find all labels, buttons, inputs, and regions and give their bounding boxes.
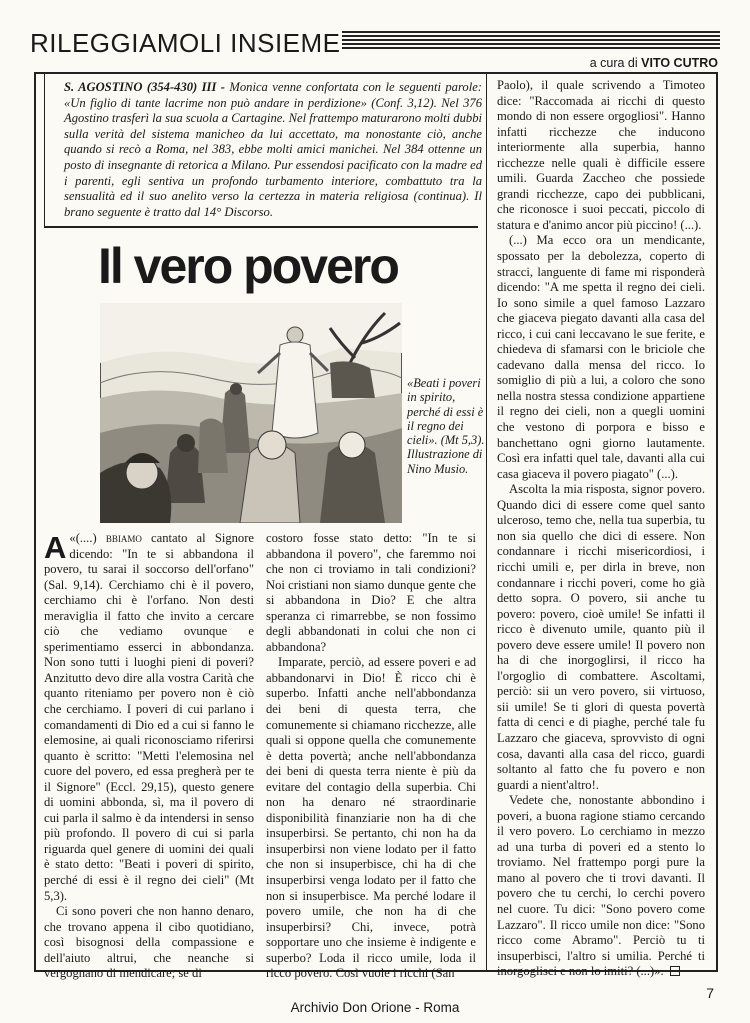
quote-lead: «(....) [69,531,97,545]
frame-left-rule [34,72,36,972]
curator-name: VITO CUTRO [641,56,718,70]
drop-cap: A [44,530,67,565]
intro-left-rule [44,74,45,226]
lead-word: bbiamo [105,531,142,545]
column-divider [486,72,487,970]
end-mark-icon [670,966,680,976]
article-title: Il vero povero [98,238,398,294]
header-rule-lines [342,31,720,51]
section-title: RILEGGIAMOLI INSIEME [30,28,341,58]
paragraph: (...) Ma ecco ora un mendicante, spossato per la debolezza, coperto di stracci, languente di fame mi risponderà dicendo: "A me spetta il regno dei cieli. Io sono simile a quel famoso Lazzaro che giaceva piegato davanti alla casa del ricco, i cui cani leccavano le sue ferite, e chiedeva di sfamarsi con le briciole che cadevano dalla mensa del ricco. Io somiglio di più a lui, a coloro che sono nella nostra stessa condizione appartiene il regno dei cieli, non a quegli uomini che vestono di porpora e bisso e banchettano ogni giorno lautamente. Così era infatti quel tale, davanti alla cui casa giaceva il povero piagato" (...). [497,233,705,481]
paragraph-text: cantato al Signore dicendo: "In te si abbandona il povero, tu sarai il soccorso dell'orfano" (Sal. 9,14). Cerchiamo chi è il povero, cerchiamo chi è l'orfano. Non desti meraviglia il fatto che invito a cercare ciò che vediamo ovunque e sperimentiamo esserci in abbondanza. Non sono tutti i luoghi pieni di poveri? Anzitutto devo dire alla vostra Carità che quanto riteniamo per povero non è ciò che cerchiamo. I poveri di cui parlano i comandamenti di Dio ed a cui si fanno le elemosine, ai quali riconosciamo riferirsi quanto è scritto: "Metti l'elemosina nel cuore del povero, ed essa pregherà per te il Signore" (Eccl. 29,15), questo genere di uomini abbonda, sì, ma il povero di cui parla il salmo è da intendersi in senso più profondo. Il povero di cui si parla riguarda quel genere di uomini dei quali è stato detto: "Beati i poveri di spirito, perché di essi è il regno dei cieli" (Mt 5,3). [44,531,254,903]
frame-right-rule [716,72,718,972]
intro-bottom-rule [44,226,478,228]
intro-text: Monica venne confortata con le seguenti parole: «Un figlio di tante lacrime non può andare in perdizione» (Conf. 3,12). Nel 376 Agostino trasferì la sua scuola a Cartagine. Nel frattempo maturarono molti dubbi sulla verità del sistema manicheo da lui accettato, ma nonostante ciò, anche quando si recò a Roma, nel 383, ebbe molti amici manichei. Nel 384 ottenne un posto di insegnante di retorica a Milano. Pur essendosi pacificato con la madre ed i parenti, egli sentiva un profondo turbamento interiore, combattuto tra la sensualità ed il suo anelito verso la certezza in materia religiosa (continua). Il brano seguente è tratto dal 14° Discorso. [64,80,482,219]
archive-footer: Archivio Don Orione - Roma [290,1000,460,1015]
intro-author: S. AGOSTINO (354-430) III - [64,80,225,94]
jesus-illustration [100,303,402,523]
paragraph: Ascolta la mia risposta, signor povero. Quando dici di essere come quel santo ulceroso, temo che, nella tua superbia, tu non sia quello che dici di essere. Non condannare i ricchi misericordiosi, i ricchi umili e, per dirla in breve, non condannare i ricchi poveri, come ho già detto sopra. O povero, sii anche tu povero: povero, cioè umile! Se infatti il ricco è divenuto umile, quanto più il povero deve essere umile! Il povero non ha di che inorgoglirsi, il ricco ha l'orgoglio di combattere. Ascoltami, perciò: sii un vero povero, sii virtuoso, sii umile! Se ti glori di questa povertà fatta di cenci e di piaghe, perché tale fu Lazzaro che giaceva, sprovvisto di ogni cosa, davanti alla casa del ricco, guardi soltanto al fatto che fu povero e non guardi a nient'altro!. [497,482,705,792]
intro-box [64,80,482,220]
article-column-3 [497,78,705,980]
paragraph [44,531,254,904]
paragraph: Paolo), il quale scrivendo a Timoteo dice: "Raccomada ai ricchi di questo mondo di non essere orgogliosi". Hanno infatti ricchezze che inducono interiormente alla superbia, hanno ricchezze nelle quali è difficile essere umili. Guarda Zaccheo che possiede grandi ricchezze, capo dei pubblicani, che riconosce i suoi peccati, piccolo di statura e d'animo ancor più piccino! (...). [497,78,705,232]
curator-credit [590,56,718,70]
paragraph [497,793,705,980]
article-column-2 [266,531,476,982]
illustration-caption: «Beati i poveri in spirito, perché di essi è il regno dei cieli». (Mt 5,3). Illustrazione di Nino Musio. [407,376,485,476]
page-number: 7 [706,985,714,1001]
curator-prefix: a cura di [589,56,638,70]
paragraph: Ci sono poveri che non hanno denaro, che trovano appena il cibo quotidiano, così bisognosi della compassione e dell'aiuto altrui, che neanche si vergognano di mendicare; se di [44,904,254,981]
paragraph: Imparate, perciò, ad essere poveri e ad abbandonarvi in Dio! È ricco chi è superbo. Infatti anche nell'abbondanza dei beni di questa terra, che comunemente si chiamano ricchezze, alle quali si oppone quella che comunemente è detta povertà; anche nell'abbondanza dei beni di questa terra niente è più da evitare del contagio della superbia. Chi non ha denaro né straordinarie disponibilità finanziarie non ha di che insuperbirsi. Se pertanto, chi non ha da insuperbirsi non viene lodato per il fatto che non si insuperbisce, chi ha di che insuperbirsi venga lodato per il fatto che non si insuperbisce. Ma perché lodare il povero umile, che non ha di che insuperbirsi? Chi, invece, potrà sopportare uno che insieme è indigente e superbo? Loda il ricco umile, loda il ricco povero. Così vuole i ricchi (San [266,655,476,981]
frame-top-rule [34,72,717,74]
paragraph-text: Vedete che, nonostante abbondino i poveri, a buona ragione stiamo cercando il vero povero. Lo cerchiamo in mezzo ad una turba di poveri ed a stento lo troviamo. Nel frattempo porgi pure la mano al povero che ti trovi davanti. Il povero che tu cerchi, lo cerchi povero nel cuore. Tu dici: "Sono povero come Lazzaro". Il ricco umile non dice: "Sono ricco come Abramo". Perciò tu ti insuperbisci, l'altro si umilia. Perché ti inorgoglisci e non lo imiti? (...)». [497,793,705,979]
paragraph: costoro fosse stato detto: "In te si abbandona il povero", che faremmo noi che non ci troviamo in tali condizioni? Noi cristiani non siamo dunque gente che si abbandona in Dio? E che altra speranza ci rimarrebbe, se non fossimo degli abbandonati in colui che non ci abbandona? [266,531,476,654]
article-column-1 [44,531,254,982]
